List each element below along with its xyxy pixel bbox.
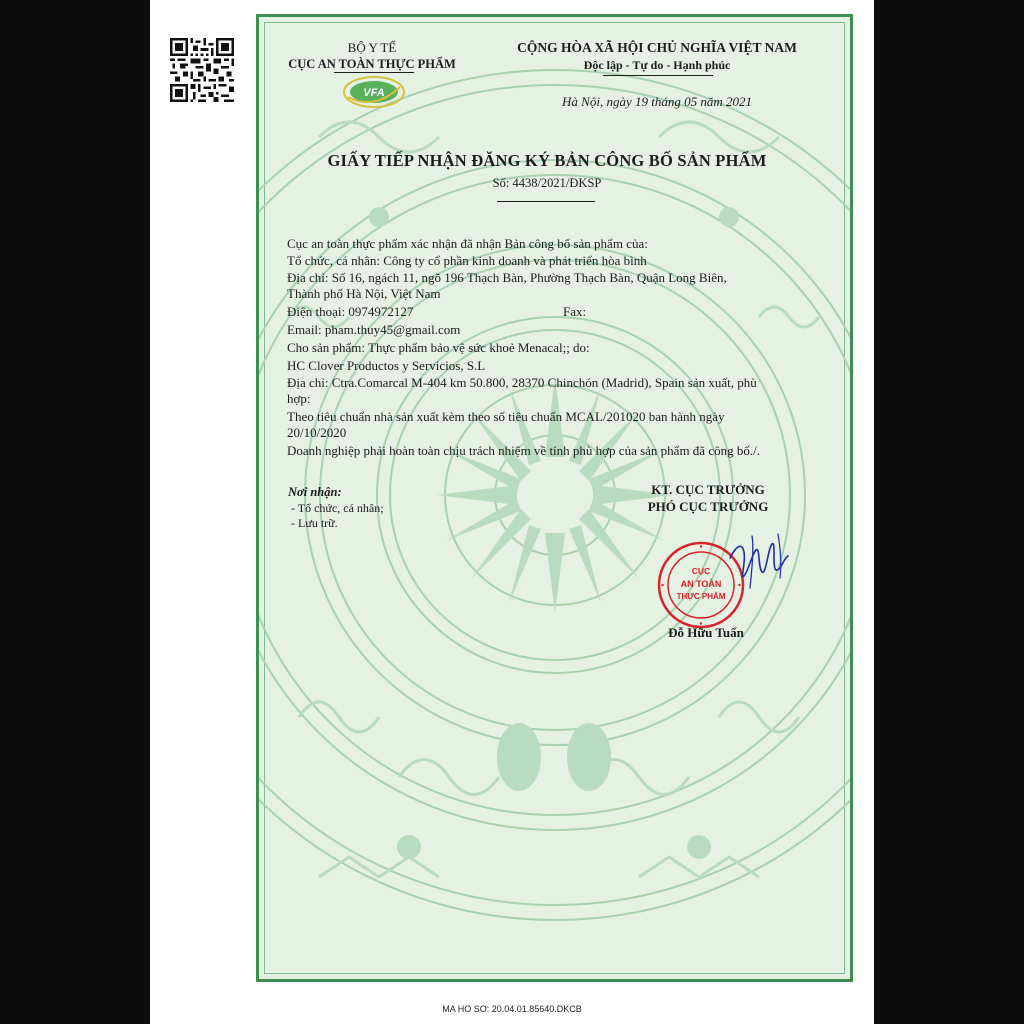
qr-code — [170, 38, 234, 102]
body-standard: Theo tiêu chuẩn nhà sản xuất kèm theo số tiêu chuẩn MCAL/201020 ban hành ngày — [287, 409, 725, 424]
recipients-label: Nơi nhận: — [288, 485, 342, 499]
body-manufacturer-address-cont: hợp: — [287, 391, 311, 406]
agency-name: CỤC AN TOÀN THỰC PHẨM — [288, 57, 456, 71]
document-number: Số: 4438/2021/ĐKSP — [492, 176, 602, 190]
recipient-item: - Lưu trữ. — [291, 516, 338, 530]
document-title: GIẤY TIẾP NHẬN ĐĂNG KÝ BẢN CÔNG BỐ SẢN PHẨM — [327, 151, 767, 170]
signer-name: Đỗ Hữu Tuấn — [668, 625, 744, 640]
body-product: Cho sản phẩm: Thực phẩm bảo vệ sức khoẻ Menacal;; do: — [287, 340, 590, 355]
stamp-text-top: CỤC — [691, 566, 711, 576]
vfa-logo-text: VFA — [363, 87, 385, 99]
signer-title: KT. CỤC TRƯỞNG — [651, 482, 765, 497]
agency-underline — [334, 72, 414, 73]
place-date: Hà Nội, ngày 19 tháng 05 năm 2021 — [562, 94, 752, 109]
signer-position: PHÓ CỤC TRƯỞNG — [647, 499, 769, 514]
motto-underline — [603, 75, 713, 76]
vfa-logo — [342, 75, 406, 109]
body-manufacturer-address: Địa chỉ: Ctra.Comarcal M-404 km 50.800, 28370 Chinchón (Madrid), Spain sản xuất, phù — [287, 375, 757, 390]
stamp-text-mid: AN TOÀN — [680, 579, 722, 589]
body-standard-date: 20/10/2020 — [287, 425, 347, 440]
national-motto: Độc lập - Tự do - Hạnh phúc — [583, 58, 731, 72]
body-organization: Tổ chức, cá nhân: Công ty cổ phần kinh doanh và phát triển hòa bình — [287, 253, 647, 268]
recipient-item: - Tổ chức, cá nhân; — [291, 501, 384, 515]
stamp-text-bottom: THỰC PHẨM — [676, 592, 726, 601]
body-email: Email: pham.thuy45@gmail.com — [287, 322, 461, 337]
body-intro: Cục an toàn thực phẩm xác nhận đã nhận Bản công bố sản phẩm của: — [287, 236, 648, 251]
body-responsibility: Doanh nghiệp phải hoàn toàn chịu trách nhiệm về tính phù hợp của sản phẩm đã công bố./. — [287, 443, 760, 458]
body-phone: Điện thoại: 0974972127 — [287, 304, 414, 319]
title-underline — [497, 201, 595, 202]
dossier-code: MA HO SO: 20.04.01.85640.DKCB — [442, 1004, 582, 1014]
handwritten-signature — [722, 528, 796, 596]
left-dark-margin — [0, 0, 150, 1024]
republic-name: CỘNG HÒA XÃ HỘI CHỦ NGHĨA VIỆT NAM — [517, 40, 797, 55]
body-address-cont: Thành phố Hà Nội, Việt Nam — [287, 286, 441, 301]
body-address: Địa chỉ: Số 16, ngách 11, ngõ 196 Thạch Bàn, Phường Thạch Bàn, Quận Long Biên, — [287, 270, 727, 285]
body-fax: Fax: — [563, 304, 587, 319]
body-manufacturer: HC Clover Productos y Servicios, S.L — [287, 358, 486, 373]
ministry-name: BỘ Y TẾ — [347, 40, 397, 55]
right-dark-margin — [874, 0, 1024, 1024]
